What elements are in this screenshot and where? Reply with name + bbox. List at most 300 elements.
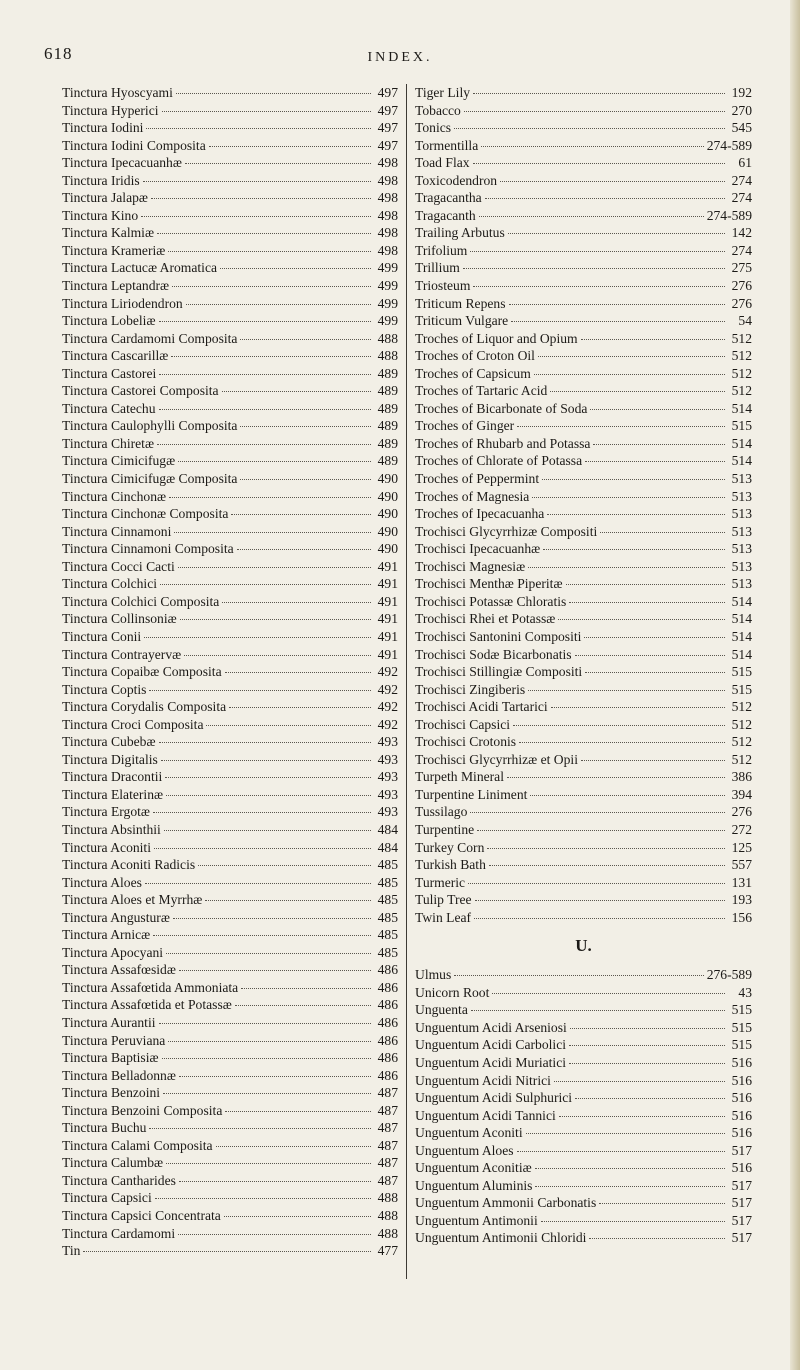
dot-leader	[600, 532, 725, 533]
entry-page-number: 513	[731, 488, 752, 504]
index-entry	[62, 540, 398, 558]
entry-term: Tinctura Capsici Concentrata	[62, 1208, 221, 1223]
index-entry	[415, 839, 752, 857]
entry-term: Tinctura Benzoini Composita	[62, 1102, 223, 1118]
entry-term: Trochisci Santonini Compositi	[415, 628, 582, 644]
dot-leader	[526, 1133, 725, 1134]
index-entry	[62, 102, 398, 120]
entry-page-number: 512	[731, 348, 752, 364]
index-entry	[62, 716, 398, 734]
entry-page-number: 485	[377, 944, 398, 960]
entry-term: Tinctura Assafœtida Ammoniata	[62, 979, 239, 995]
entry-page-number: 477	[377, 1243, 398, 1259]
index-entry	[415, 1212, 752, 1230]
entry-term: Tinctura Copaibæ Composita	[62, 664, 222, 680]
entry-term: Turmeric	[415, 874, 466, 890]
entry-page-number: 498	[377, 190, 398, 206]
index-entry	[62, 137, 398, 155]
dot-leader	[159, 409, 371, 410]
dot-leader	[146, 128, 371, 129]
entry-page-number: 489	[377, 383, 398, 399]
entry-page-number: 274	[731, 242, 752, 258]
entry-page-number: 142	[731, 225, 752, 241]
dot-leader	[159, 1023, 371, 1024]
entry-page-number: 485	[377, 874, 398, 890]
dot-leader	[481, 146, 703, 147]
index-entry	[62, 470, 398, 488]
entry-page-number: 486	[377, 962, 398, 978]
dot-leader	[240, 479, 371, 480]
page-number: 618	[44, 44, 73, 63]
entry-term: Tussilago	[415, 804, 468, 820]
entry-term: Tormentilla	[415, 137, 479, 153]
entry-term: Trochisci Glycyrrhizæ Compositi	[415, 523, 598, 539]
dot-leader	[186, 304, 371, 305]
index-entry	[62, 295, 398, 313]
entry-term: Turpentine Liniment	[415, 786, 528, 802]
entry-term: Tinctura Colchici	[62, 576, 158, 592]
entry-term: Tinctura Aurantii	[62, 1014, 156, 1030]
entry-term: Tinctura Iodini	[62, 120, 144, 136]
dot-leader	[554, 1081, 725, 1082]
dot-leader	[566, 584, 725, 585]
index-entry	[415, 909, 752, 927]
entry-page-number: 517	[731, 1195, 752, 1211]
index-entry	[62, 593, 398, 611]
dot-leader	[185, 163, 371, 164]
dot-leader	[593, 444, 725, 445]
entry-page-number: 517	[731, 1230, 752, 1246]
dot-leader	[153, 812, 371, 813]
entry-page-number: 516	[731, 1160, 752, 1176]
dot-leader	[558, 619, 725, 620]
dot-leader	[172, 286, 371, 287]
dot-leader	[464, 111, 725, 112]
index-entry	[415, 593, 752, 611]
dot-leader	[240, 426, 371, 427]
index-entry	[415, 382, 752, 400]
index-entry	[415, 681, 752, 699]
entry-term: Tinctura Castorei	[62, 365, 157, 381]
dot-leader	[235, 1005, 371, 1006]
index-entry	[415, 102, 752, 120]
index-entry	[415, 1089, 752, 1107]
entry-term: Triticum Vulgare	[415, 313, 509, 329]
index-entry	[415, 435, 752, 453]
entry-page-number: 497	[377, 102, 398, 118]
entry-page-number: 274	[731, 172, 752, 188]
entry-page-number: 489	[377, 453, 398, 469]
entry-page-number: 490	[377, 506, 398, 522]
dot-leader	[241, 988, 371, 989]
entry-page-number: 513	[731, 523, 752, 539]
dot-leader	[165, 777, 371, 778]
entry-page-number: 270	[731, 102, 752, 118]
dot-leader	[224, 1216, 371, 1217]
entry-term: Tiger Lily	[415, 85, 471, 100]
entry-page-number: 491	[377, 576, 398, 592]
dot-leader	[454, 128, 725, 129]
entry-page-number: 490	[377, 488, 398, 504]
entry-term: Tinctura Capsici	[62, 1190, 152, 1206]
dot-leader	[178, 461, 371, 462]
index-entry	[415, 347, 752, 365]
entry-page-number: 512	[731, 716, 752, 732]
dot-leader	[205, 900, 371, 901]
index-entry	[62, 382, 398, 400]
entry-page-number: 498	[377, 155, 398, 171]
index-entry	[415, 1142, 752, 1160]
entry-page-number: 487	[377, 1085, 398, 1101]
entry-term: Trochisci Ipecacuanhæ	[415, 541, 541, 557]
entry-page-number: 493	[377, 734, 398, 750]
entry-term: Tinctura Collinsoniæ	[62, 611, 177, 627]
index-entry	[415, 646, 752, 664]
entry-term: Tinctura Cardamomi Composita	[62, 330, 238, 346]
entry-term: Trochisci Magnesiæ	[415, 558, 526, 574]
index-entry	[62, 558, 398, 576]
entry-page-number: 513	[731, 471, 752, 487]
entry-page-number: 487	[377, 1155, 398, 1171]
index-entry	[62, 733, 398, 751]
entry-term: Tinctura Assafœtida et Potassæ	[62, 997, 232, 1013]
index-entry	[415, 984, 752, 1002]
entry-term: Tinctura Cascarillæ	[62, 348, 169, 364]
dot-leader	[206, 725, 371, 726]
index-entry	[62, 523, 398, 541]
entry-page-number: 491	[377, 558, 398, 574]
entry-term: Tinctura Liriodendron	[62, 295, 183, 311]
entry-term: Tinctura Contrayervæ	[62, 646, 182, 662]
index-entry	[62, 1119, 398, 1137]
dot-leader	[559, 1116, 725, 1117]
entry-page-number: 513	[731, 541, 752, 557]
entry-term: Tinctura Baptisiæ	[62, 1050, 159, 1066]
index-entry	[62, 452, 398, 470]
index-entry	[62, 1049, 398, 1067]
entry-term: Turpentine	[415, 821, 475, 837]
entry-page-number: 386	[731, 769, 752, 785]
index-entry	[415, 1177, 752, 1195]
entry-page-number: 545	[731, 120, 752, 136]
index-entry	[62, 944, 398, 962]
index-entry	[62, 488, 398, 506]
entry-page-number: 489	[377, 418, 398, 434]
entry-page-number: 491	[377, 593, 398, 609]
dot-leader	[585, 461, 725, 462]
index-entry	[62, 891, 398, 909]
entry-page-number: 515	[731, 1019, 752, 1035]
index-entry	[415, 207, 752, 225]
dot-leader	[454, 975, 703, 976]
entry-term: Troches of Capsicum	[415, 365, 531, 381]
entry-term: Tinctura Cardamomi	[62, 1225, 176, 1241]
running-head: INDEX.	[367, 50, 433, 65]
index-entry	[415, 558, 752, 576]
entry-term: Tinctura Corydalis Composita	[62, 699, 227, 715]
index-entry	[415, 119, 752, 137]
dot-leader	[154, 848, 371, 849]
index-entry	[415, 242, 752, 260]
index-entry	[415, 733, 752, 751]
index-entry	[62, 365, 398, 383]
dot-leader	[589, 1238, 725, 1239]
entry-term: Tinctura Cinnamoni	[62, 523, 172, 539]
entry-term: Tinctura Arnicæ	[62, 927, 151, 943]
dot-leader	[237, 549, 371, 550]
index-entry	[62, 119, 398, 137]
index-entry	[415, 365, 752, 383]
index-entry	[415, 610, 752, 628]
entry-term: Tinctura Hyoscyami	[62, 85, 173, 100]
entry-page-number: 489	[377, 365, 398, 381]
entry-term: Tinctura Catechu	[62, 400, 156, 416]
entry-term: Trochisci Crotonis	[415, 734, 517, 750]
index-entry	[62, 1242, 398, 1260]
entry-term: Toxicodendron	[415, 172, 498, 188]
entry-page-number: 498	[377, 225, 398, 241]
dot-leader	[164, 830, 371, 831]
dot-leader	[171, 356, 371, 357]
entry-page-number: 514	[731, 435, 752, 451]
dot-leader	[153, 935, 371, 936]
dot-leader	[163, 1093, 371, 1094]
entry-term: Tinctura Cantharides	[62, 1172, 176, 1188]
entry-page-number: 517	[731, 1177, 752, 1193]
index-entry	[62, 312, 398, 330]
entry-term: Trochisci Rhei et Potassæ	[415, 611, 556, 627]
entry-page-number: 272	[731, 821, 752, 837]
entry-page-number: 491	[377, 646, 398, 662]
dot-leader	[517, 1151, 725, 1152]
entry-page-number: 43	[738, 984, 752, 1000]
index-entry	[62, 1084, 398, 1102]
dot-leader	[585, 672, 725, 673]
dot-leader	[179, 970, 371, 971]
entry-term: Unguentum Ammonii Carbonatis	[415, 1195, 597, 1211]
entry-page-number: 514	[731, 646, 752, 662]
dot-leader	[155, 1198, 371, 1199]
index-entry	[62, 856, 398, 874]
right-index-column	[415, 84, 752, 1247]
entry-term: Unguentum Acidi Nitrici	[415, 1072, 551, 1088]
index-entry	[415, 1159, 752, 1177]
dot-leader	[569, 602, 725, 603]
index-entry	[62, 1172, 398, 1190]
dot-leader	[475, 900, 725, 901]
entry-term: Tinctura Lobeliæ	[62, 313, 156, 329]
dot-leader	[542, 479, 725, 480]
entry-page-number: 498	[377, 207, 398, 223]
dot-leader	[530, 795, 725, 796]
dot-leader	[179, 1181, 371, 1182]
entry-page-number: 192	[731, 85, 752, 100]
index-entry	[415, 137, 752, 155]
entry-term: Troches of Chlorate of Potassa	[415, 453, 583, 469]
dot-leader	[474, 918, 725, 919]
entry-term: Tinctura Dracontii	[62, 769, 163, 785]
index-entry	[62, 839, 398, 857]
entry-term: Tinctura Elaterinæ	[62, 786, 164, 802]
index-entry	[62, 1137, 398, 1155]
entry-page-number: 131	[731, 874, 752, 890]
dot-leader	[198, 865, 371, 866]
dot-leader	[145, 883, 371, 884]
entry-page-number: 54	[738, 313, 752, 329]
entry-page-number: 517	[731, 1212, 752, 1228]
dot-leader	[173, 918, 371, 919]
entry-term: Troches of Liquor and Opium	[415, 330, 578, 346]
index-entry	[62, 979, 398, 997]
entry-term: Tinctura Calumbæ	[62, 1155, 164, 1171]
entry-term: Tinctura Chiretæ	[62, 435, 155, 451]
entry-term: Tinctura Ipecacuanhæ	[62, 155, 182, 171]
dot-leader	[470, 251, 725, 252]
dot-leader	[528, 567, 725, 568]
index-entry	[415, 400, 752, 418]
dot-leader	[240, 339, 371, 340]
dot-leader	[222, 391, 371, 392]
dot-leader	[473, 286, 725, 287]
dot-leader	[535, 1168, 725, 1169]
entry-page-number: 512	[731, 383, 752, 399]
entry-term: Tinctura Absinthii	[62, 821, 161, 837]
index-entry	[415, 172, 752, 190]
entry-page-number: 492	[377, 681, 398, 697]
entry-term: Unguentum Acidi Muriatici	[415, 1054, 567, 1070]
entry-page-number: 484	[377, 821, 398, 837]
entry-page-number: 499	[377, 278, 398, 294]
index-entry	[415, 1054, 752, 1072]
dot-leader	[492, 993, 725, 994]
dot-leader	[519, 742, 725, 743]
entry-term: Unguentum Antimonii Chloridi	[415, 1230, 587, 1246]
index-entry	[62, 628, 398, 646]
dot-leader	[184, 655, 371, 656]
entry-term: Unguentum Aloes	[415, 1142, 514, 1158]
entry-page-number: 512	[731, 365, 752, 381]
index-entry	[62, 154, 398, 172]
entry-term: Triticum Repens	[415, 295, 506, 311]
dot-leader	[157, 233, 371, 234]
entry-page-number: 516	[731, 1090, 752, 1106]
entry-page-number: 493	[377, 804, 398, 820]
entry-term: Tinctura Apocyani	[62, 944, 164, 960]
dot-leader	[575, 1098, 725, 1099]
dot-leader	[513, 725, 725, 726]
entry-term: Tinctura Cocci Cacti	[62, 558, 175, 574]
dot-leader	[178, 567, 371, 568]
entry-term: Tinctura Cinchonæ	[62, 488, 167, 504]
index-entry	[415, 856, 752, 874]
index-entry	[415, 1194, 752, 1212]
dot-leader	[157, 444, 371, 445]
dot-leader	[569, 1063, 725, 1064]
dot-leader	[166, 953, 371, 954]
entry-page-number: 491	[377, 611, 398, 627]
dot-leader	[584, 637, 725, 638]
dot-leader	[176, 93, 371, 94]
entry-page-number: 514	[731, 400, 752, 416]
dot-leader	[159, 374, 371, 375]
index-entry	[62, 1225, 398, 1243]
index-entry	[62, 821, 398, 839]
entry-page-number: 513	[731, 576, 752, 592]
entry-term: Trochisci Stillingiæ Compositi	[415, 664, 583, 680]
dot-leader	[169, 497, 371, 498]
index-entry	[62, 435, 398, 453]
entry-term: Tinctura Benzoini	[62, 1085, 161, 1101]
index-entry	[415, 470, 752, 488]
dot-leader	[149, 690, 371, 691]
dot-leader	[517, 426, 725, 427]
index-entry	[415, 803, 752, 821]
entry-term: Trochisci Menthæ Piperitæ	[415, 576, 563, 592]
page-edge	[790, 0, 800, 1370]
entry-page-number: 488	[377, 1208, 398, 1223]
entry-page-number: 487	[377, 1102, 398, 1118]
entry-page-number: 274-589	[706, 207, 752, 223]
dot-leader	[220, 268, 371, 269]
index-entry	[62, 505, 398, 523]
entry-term: Trochisci Sodæ Bicarbonatis	[415, 646, 572, 662]
entry-term: Tinctura Kalmiæ	[62, 225, 155, 241]
dot-leader	[543, 549, 725, 550]
entry-term: Unguentum Acidi Carbolici	[415, 1037, 567, 1053]
entry-term: Tinctura Lactucæ Aromatica	[62, 260, 218, 276]
entry-term: Tinctura Iridis	[62, 172, 140, 188]
entry-term: Tinctura Kino	[62, 207, 139, 223]
entry-term: Ulmus	[415, 967, 452, 983]
entry-page-number: 488	[377, 330, 398, 346]
entry-page-number: 512	[731, 734, 752, 750]
entry-page-number: 516	[731, 1072, 752, 1088]
dot-leader	[166, 795, 371, 796]
entry-page-number: 486	[377, 1067, 398, 1083]
dot-leader	[229, 707, 371, 708]
index-entry	[415, 1072, 752, 1090]
entry-term: Troches of Croton Oil	[415, 348, 535, 364]
entry-term: Turkish Bath	[415, 857, 486, 873]
entry-page-number: 493	[377, 769, 398, 785]
dot-leader	[162, 111, 371, 112]
entry-term: Trochisci Capsici	[415, 716, 511, 732]
index-entry	[62, 84, 398, 102]
index-entry	[415, 330, 752, 348]
entry-page-number: 513	[731, 558, 752, 574]
index-entry	[62, 1102, 398, 1120]
entry-term: Tinctura Cimicifugæ	[62, 453, 176, 469]
index-entry	[415, 488, 752, 506]
index-entry	[415, 966, 752, 984]
entry-page-number: 499	[377, 260, 398, 276]
entry-term: Unguentum Acidi Tannici	[415, 1107, 556, 1123]
entry-page-number: 517	[731, 1142, 752, 1158]
entry-term: Tinctura Cinchonæ Composita	[62, 506, 229, 522]
index-entry	[415, 821, 752, 839]
entry-page-number: 492	[377, 664, 398, 680]
entry-term: Tin	[62, 1243, 81, 1259]
index-entry	[62, 610, 398, 628]
entry-term: Twin Leaf	[415, 909, 472, 925]
index-entry	[62, 646, 398, 664]
entry-page-number: 488	[377, 1190, 398, 1206]
entry-term: Unguentum Acidi Arseniosi	[415, 1019, 567, 1035]
index-entry	[415, 523, 752, 541]
entry-page-number: 276	[731, 295, 752, 311]
entry-page-number: 514	[731, 453, 752, 469]
entry-page-number: 489	[377, 435, 398, 451]
